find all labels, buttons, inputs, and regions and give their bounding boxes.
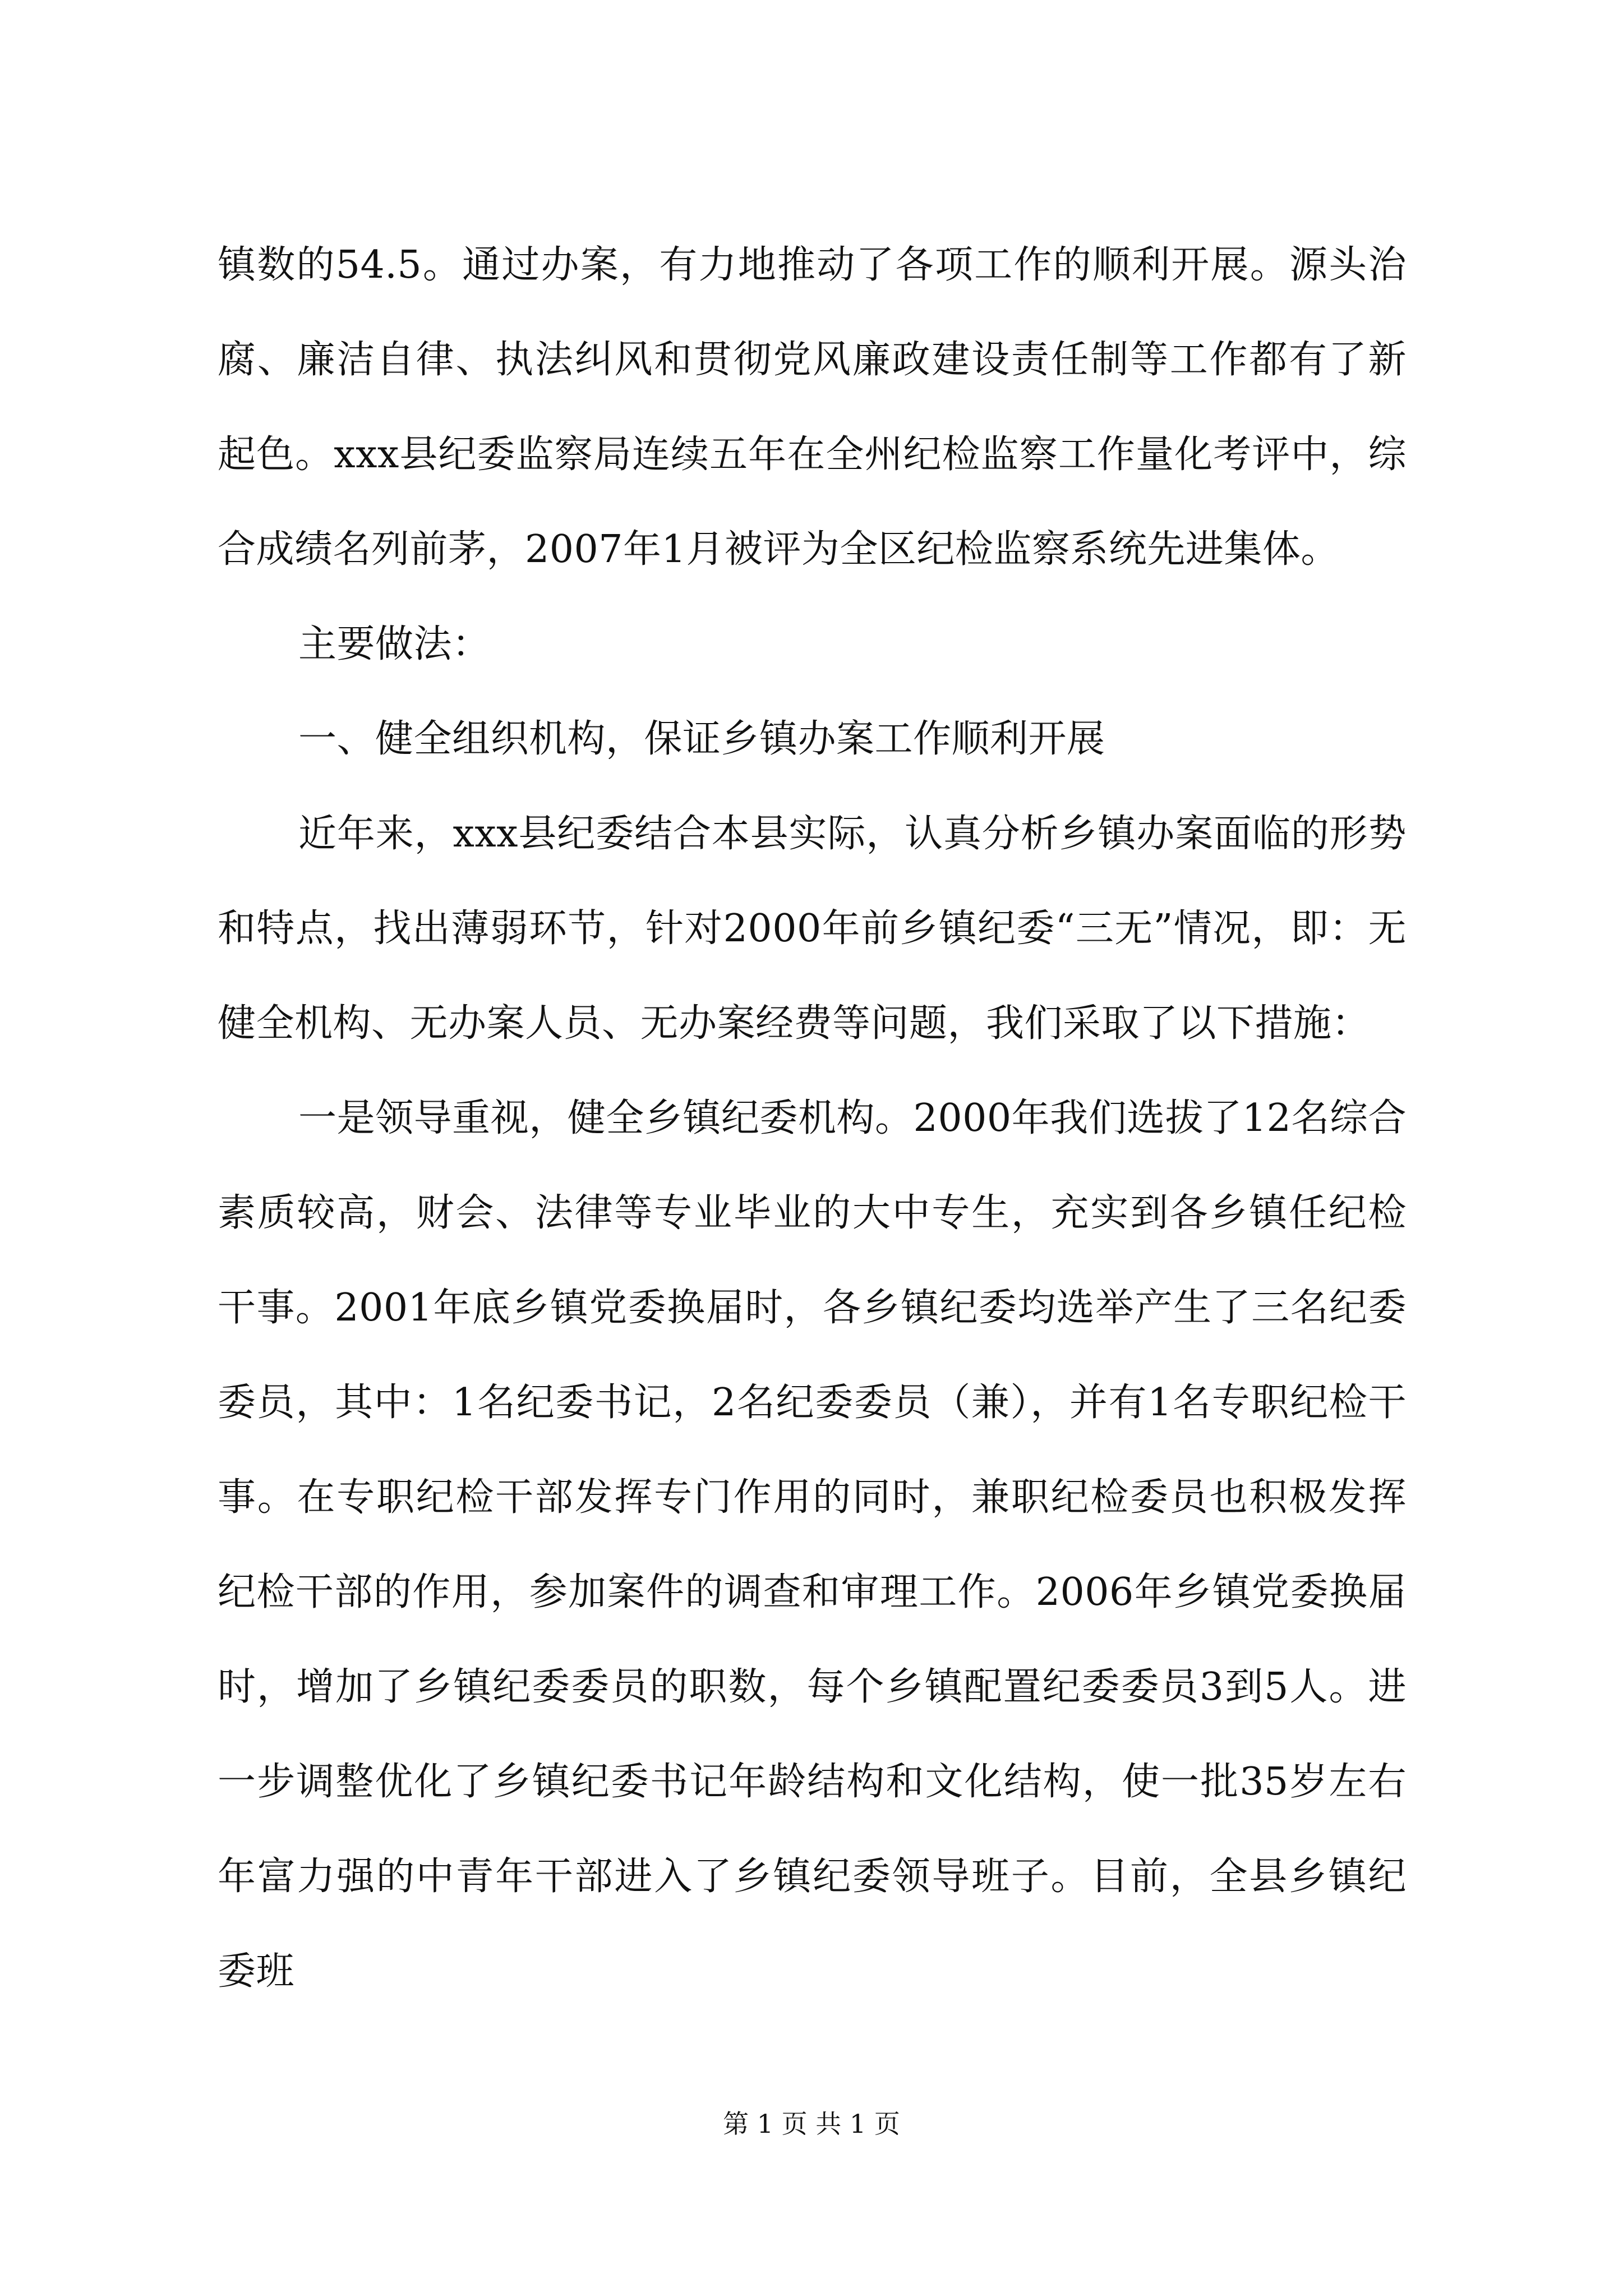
paragraph-leadership: 一是领导重视，健全乡镇纪委机构。2000年我们选拔了12名综合素质较高，财会、法律等专业毕业的大中专生，充实到各乡镇任纪检干事。2001年底乡镇党委换届时，各乡镇纪委均选举产生了三名纪委委员，其中：1名纪委书记，2名纪委委员（兼），并有1名专职纪检干事。在专职纪检干部发挥专门作用的同时，兼职纪检委员也积极发挥纪检干部的作用，参加案件的调查和审理工作。2006年乡镇党委换届时，增加了乡镇纪委委员的职数，每个乡镇配置纪委委员3到5人。进一步调整优化了乡镇纪委书记年龄结构和文化结构，使一批35岁左右年富力强的中青年干部进入了乡镇纪委领导班子。目前，全县乡镇纪委班 [218, 1096, 1407, 1994]
paragraph-recent-years: 近年来，xxx县纪委结合本县实际，认真分析乡镇办案面临的形势和特点，找出薄弱环节，针对2000年前乡镇纪委“三无”情况，即：无健全机构、无办案人员、无办案经费等问题，我们采取了以下措施： [218, 812, 1407, 1046]
paragraph-main-methods-heading: 主要做法： [298, 622, 491, 666]
paragraph-section-one-heading: 一、健全组织机构，保证乡镇办案工作顺利开展 [298, 717, 1105, 761]
document-body [218, 218, 1407, 2019]
page-footer: 第 1 页 共 1 页 [723, 2109, 900, 2139]
paragraph-continuation: 镇数的54.5。通过办案，有力地推动了各项工作的顺利开展。源头治腐、廉洁自律、执法纠风和贯彻党风廉政建设责任制等工作都有了新起色。xxx县纪委监察局连续五年在全州纪检监察工作量化考评中，综合成绩名列前茅，2007年1月被评为全区纪检监察系统先进集体。 [218, 243, 1407, 572]
